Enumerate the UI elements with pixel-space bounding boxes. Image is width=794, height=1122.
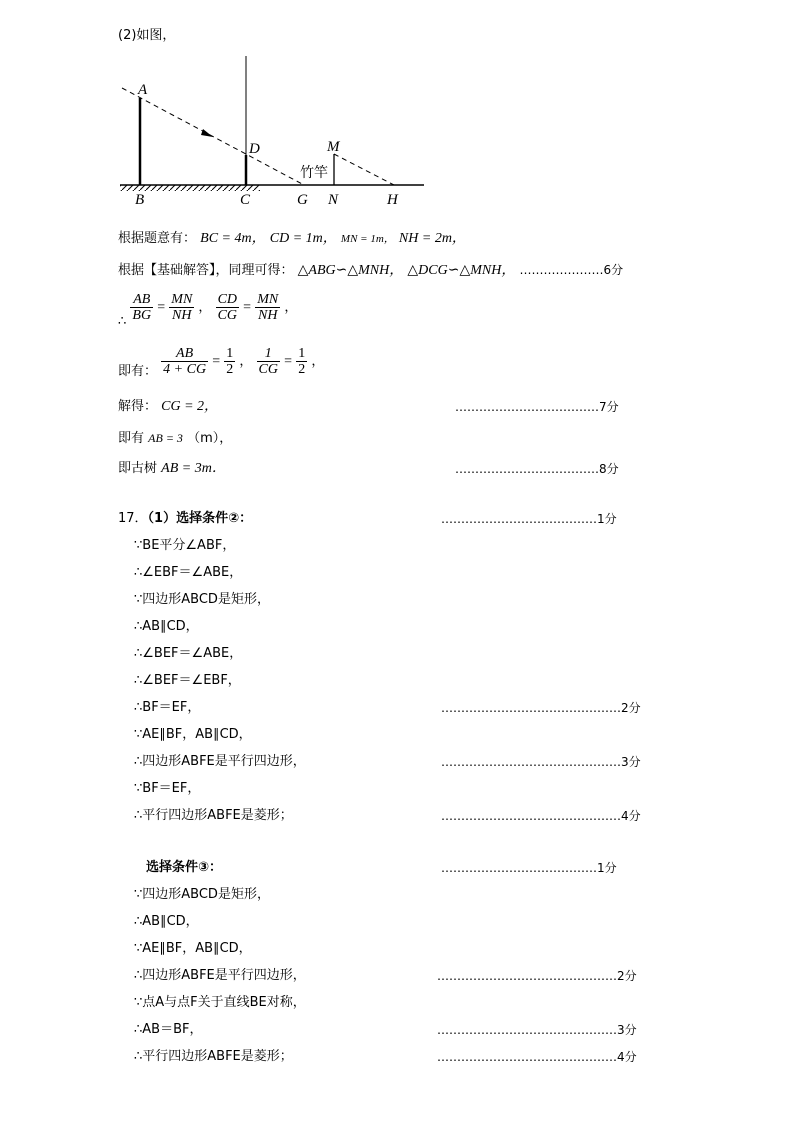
fraction: $\frac{AB}{4 + CG}$ [163,346,207,377]
tree-height-line: 即古树 AB = 3m． [118,461,226,476]
given-line: 根据题意有： BC = 4m， CD = 1m， MN = 1m， NH = 2m， [118,231,466,246]
given-cd: CD = 1m， [269,231,337,246]
label-a: A [138,82,148,98]
score-dots: ………………………………………4分 [441,809,641,823]
label-d: D [249,141,260,157]
proof-line: ∴平行四边形ABFE是菱形； [134,1049,293,1064]
proof-line: ∴∠BEF＝∠ABE， [134,646,243,661]
fraction: $\frac{1}{2}$ [298,346,306,377]
label-g: G [297,192,308,208]
proof-line: ∴AB∥CD， [134,914,199,929]
score-dots: ………………………………………3分 [441,755,641,769]
fraction: $\frac{MN}{NH}$ [171,292,193,323]
ratio-line: ∴ $\frac{AB}{BG}$ = $\frac{MN}{NH}$ ， $\frac{CD}{CG}$ = $\frac{MN}{NH}$ ， [118,292,298,329]
label-m: M [327,139,340,155]
q17-heading: 17．（1）选择条件②： [118,511,253,526]
label-n: N [328,192,339,208]
given-mn: MN = 1m， [340,233,395,245]
proof-line: ∴∠EBF＝∠ABE， [134,565,243,580]
basis-line: 根据【基础解答】，同理可得： △ABG∽△MNH， △DCG∽△MNH， …………………6分 [118,263,624,278]
proof-line: ∵AE∥BF，AB∥CD， [134,941,252,956]
label-c: C [240,192,251,208]
ground-hatch [120,185,260,191]
score-dots: ………………………………………2分 [441,701,641,715]
label-h: H [387,192,398,208]
fraction: $\frac{1}{2}$ [226,346,234,377]
score-dots: ………………………………………3分 [437,1023,637,1037]
score-dots: ………………………………………4分 [437,1050,637,1064]
proof-line: ∵点A与点F关于直线BE对称， [134,995,306,1010]
fraction: $\frac{CD}{CG}$ [217,292,238,323]
score-dots: …………………………………1分 [441,512,617,526]
condition-3-heading: 选择条件③： [146,860,223,875]
score-dots: …………………………………1分 [441,861,617,875]
score-dots: ………………………………………2分 [437,969,637,983]
score-dots: ………………………………8分 [455,462,619,476]
proof-line: ∴平行四边形ABFE是菱形； [134,808,293,823]
fraction: $\frac{AB}{BG}$ [132,292,152,323]
geometry-figure [110,52,430,212]
proof-line: ∵四边形ABCD是矩形， [134,887,270,902]
ray-ag [122,88,304,185]
fraction: $\frac{1}{CG}$ [258,346,278,377]
given-nh: NH = 2m， [398,231,466,246]
proof-line: ∵BF＝EF， [134,781,201,796]
ray-mh [334,154,394,185]
proof-line: ∵BE平分∠ABF， [134,538,236,553]
proof-line: ∵AE∥BF，AB∥CD， [134,727,252,742]
proof-line: ∴∠BEF＝∠EBF， [134,673,241,688]
score-dots: …………………6分 [519,263,624,277]
proof-line: ∴BF＝EF， [134,700,201,715]
proof-line: ∵四边形ABCD是矩形， [134,592,270,607]
label-b: B [135,192,145,208]
proof-line: ∴AB＝BF， [134,1022,203,1037]
proof-line: ∴AB∥CD， [134,619,199,634]
given-bc: BC = 4m， [200,231,266,246]
pole-caption: 竹竿 [300,165,328,181]
proof-line: ∴四边形ABFE是平行四边形， [134,968,306,983]
solve-line: 解得： CG = 2， [118,399,219,414]
similar-abg-mnh: △ABG∽△MNH， [297,263,404,278]
score-dots: ………………………………7分 [455,400,619,414]
proof-line: ∴四边形ABFE是平行四边形， [134,754,306,769]
part-label: (2)如图， [118,28,176,43]
ray-arrow [201,129,213,137]
fraction: $\frac{MN}{NH}$ [257,292,279,323]
ab-value-line: 即有 AB = 3 （m）， [118,431,233,446]
similar-dcg-mnh: △DCG∽△MNH， [407,263,516,278]
so-have-line: 即有： $\frac{AB}{4 + CG}$ = $\frac{1}{2}$ ， $\frac{1}{CG}$ = $\frac{1}{2}$ ， [118,346,325,379]
